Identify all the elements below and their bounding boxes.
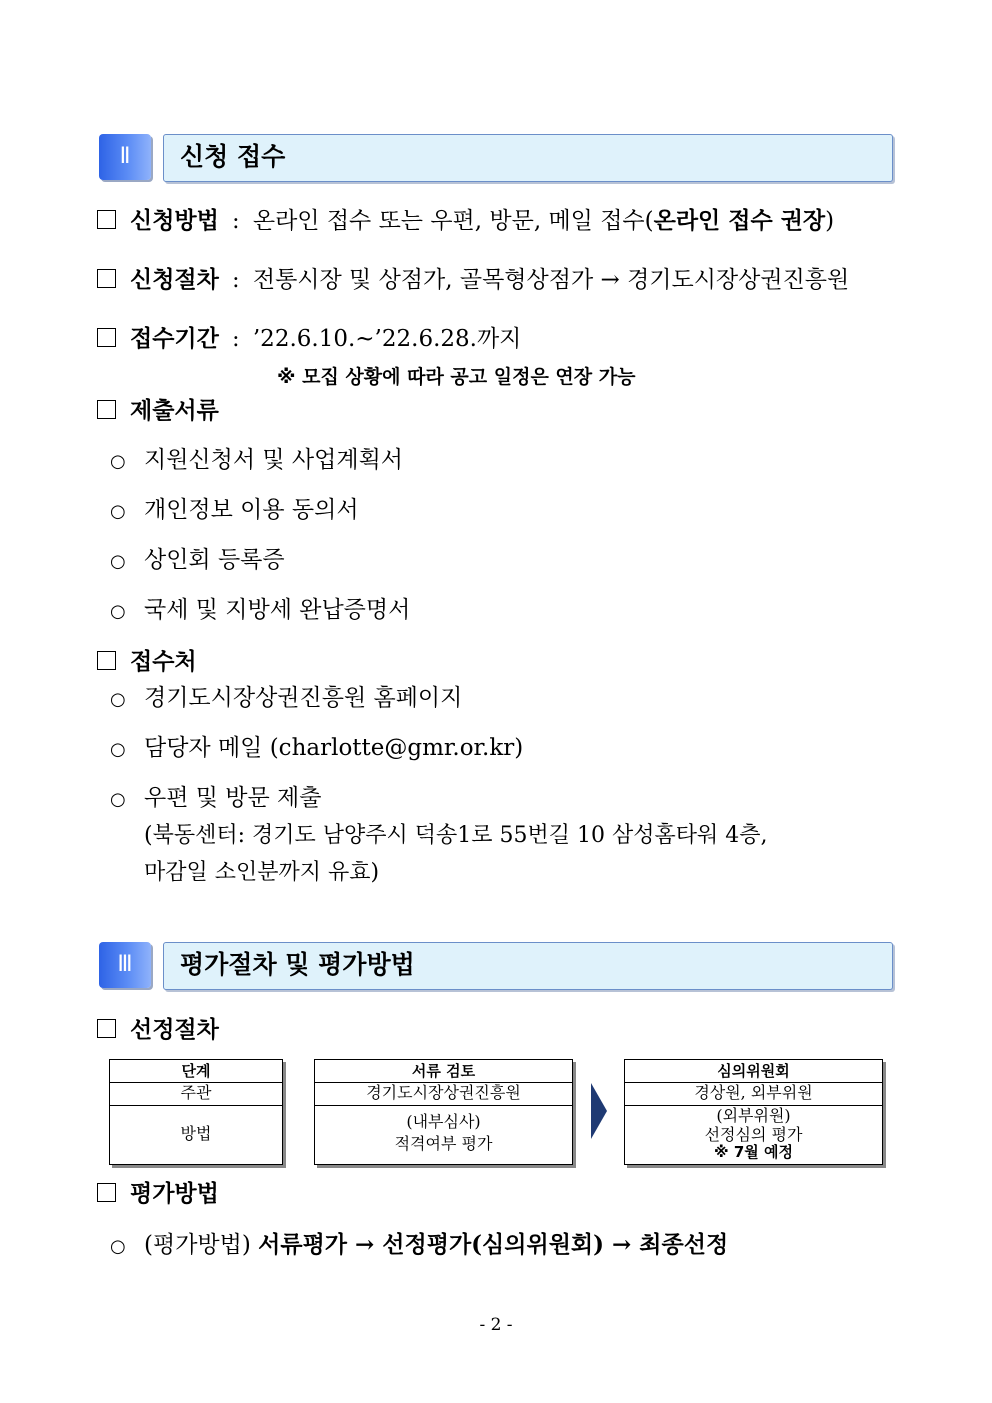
checkbox-icon: [97, 651, 116, 670]
checkbox-icon: [97, 1019, 116, 1038]
table-header: 단계: [181, 1062, 211, 1080]
application-period-label: 접수기간: [130, 326, 219, 352]
list-item: [110, 731, 523, 767]
office-label: 접수처: [130, 649, 197, 675]
application-period-text: ’22.6.10.~’22.6.28.까지: [252, 326, 522, 352]
list-item: ○ 지원신청서 및 사업계획서: [110, 443, 403, 479]
checkbox-icon: [97, 210, 116, 229]
period-note: ※ 모집 상황에 따라 공고 일정은 연장 가능: [277, 366, 636, 388]
documents-row: [97, 394, 219, 428]
circle-bullet-icon: ○: [110, 689, 126, 710]
list-item: ○ 개인정보 이용 동의서: [110, 493, 359, 529]
evaluation-flow-text: 서류평가 → 선정평가(심의위원회) → 최종선정: [258, 1231, 729, 1258]
checkbox-icon: [97, 1183, 116, 1202]
list-item: ○ (평가방법) 서류평가 → 선정평가(심의위원회) → 최종선정: [110, 1228, 728, 1264]
application-method-row: 신청방법 : 온라인 접수 또는 우편, 방문, 메일 접수(온라인 접수 권장): [97, 204, 834, 239]
list-item: [110, 681, 462, 717]
section-title: 신청 접수: [180, 142, 286, 171]
application-method-text: 온라인 접수 또는 우편, 방문, 메일 접수(: [252, 208, 654, 234]
circle-bullet-icon: ○: [110, 601, 126, 622]
circle-bullet-icon: ○: [110, 1236, 126, 1257]
office-homepage-link[interactable]: 경기도시장상권진흥원 홈페이지: [144, 685, 463, 711]
circle-bullet-icon: ○: [110, 789, 126, 810]
checkbox-icon: [97, 269, 116, 288]
section-title: 평가절차 및 평가방법: [180, 950, 415, 979]
section-number-badge: Ⅲ: [99, 942, 151, 988]
documents-label: 제출서류: [130, 398, 219, 424]
evaluation-method-label: 평가방법: [130, 1181, 219, 1207]
office-deadline-note: 마감일 소인분까지 유효): [144, 860, 380, 885]
review-committee-stage: 심의위원회 경상원, 외부위원 (외부위원) 선정심의 평가 ※ 7월 예정: [624, 1059, 883, 1165]
selection-procedure-label: 선정절차: [130, 1017, 219, 1043]
checkbox-icon: [97, 400, 116, 419]
circle-bullet-icon: ○: [110, 551, 126, 572]
selection-procedure-row: [97, 1013, 219, 1047]
circle-bullet-icon: ○: [110, 739, 126, 760]
application-period-row: 접수기간 : ’22.6.10.~’22.6.28.까지: [97, 322, 521, 357]
list-item: ○ 국세 및 지방세 완납증명서: [110, 593, 410, 629]
list-item: ○ 우편 및 방문 제출: [110, 781, 321, 817]
list-item: ○ 상인회 등록증: [110, 543, 285, 579]
checkbox-icon: [97, 328, 116, 347]
table-header: 심의위원회: [717, 1062, 790, 1080]
circle-bullet-icon: ○: [110, 451, 126, 472]
application-procedure-label: 신청절차: [130, 267, 219, 293]
application-method-emphasis: 온라인 접수 권장: [653, 208, 826, 234]
document-review-stage: 서류 검토 경기도시장상권진흥원 (내부심사) 적격여부 평가: [314, 1059, 573, 1165]
application-method-label: 신청방법: [130, 208, 219, 234]
table-header: 서류 검토: [411, 1062, 476, 1080]
office-row: [97, 645, 197, 679]
schedule-note: ※ 7월 예정: [714, 1143, 793, 1161]
page-number: - 2 -: [479, 1315, 513, 1335]
flow-arrow-icon: [591, 1083, 607, 1139]
circle-bullet-icon: ○: [110, 501, 126, 522]
stage-label-column: 단계 주관 방법: [109, 1059, 283, 1165]
evaluation-method-row: [97, 1177, 219, 1211]
application-procedure-row: 신청절차 : 전통시장 및 상점가, 골목형상점가 → 경기도시장상권진흥원: [97, 263, 849, 298]
office-email-link[interactable]: 담당자 메일 (charlotte@gmr.or.kr): [144, 735, 524, 761]
office-address: (북동센터: 경기도 남양주시 덕송1로 55번길 10 삼성홈타워 4층,: [144, 823, 768, 848]
section-number-badge: Ⅱ: [99, 134, 151, 180]
application-procedure-text: 전통시장 및 상점가, 골목형상점가 → 경기도시장상권진흥원: [252, 267, 850, 293]
